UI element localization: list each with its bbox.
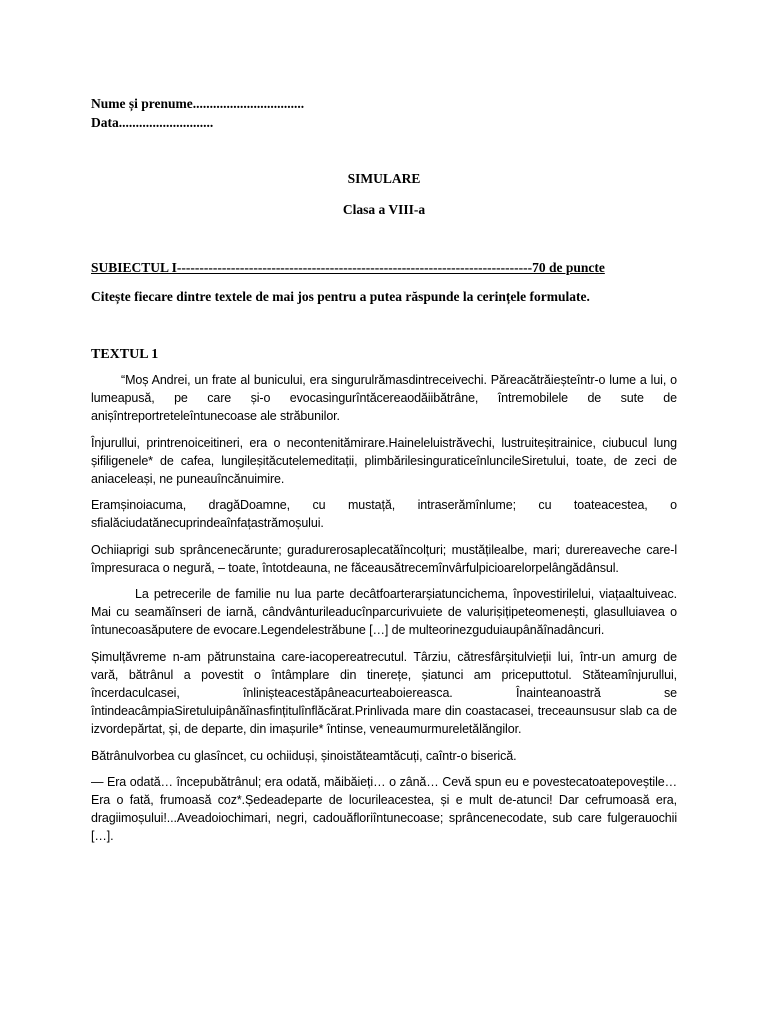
paragraph: Înjurullui, printrenoiceitineri, era o necontenitămirare.Haineleluistrăvechi, lustruiteșitrainice, ciubucul lung șifiligenele* de cafea, lungileșităcutelemeditații, plimbărilesinguraticeînluncileSiretului, toate, de zeci de aniaceleași, ne puneauîncănuimire. bbox=[91, 435, 677, 487]
subject-heading: SUBIECTUL I-------------------------------------------------------------------------------70 de puncte bbox=[91, 260, 605, 275]
text-section-heading: TEXTUL 1 bbox=[91, 347, 159, 362]
paragraph: Bătrânulvorbea cu glasîncet, cu ochiiduși, șinoistăteamtăcuți, caîntr-o biserică. bbox=[91, 748, 517, 763]
paragraph: Eramșinoiacuma, dragăDoamne, cu mustață, intraserămînlume; cu toateacestea, o sfialăciudatănecuprindeaînfațastrămoșului. bbox=[91, 498, 677, 531]
name-field-line: Nume și prenume................................. bbox=[91, 96, 305, 111]
class-subtitle: Clasa a VIII-a bbox=[342, 202, 426, 217]
instruction-text: Citește fiecare dintre textele de mai jos pentru a putea răspunde la cerințele formulate. bbox=[91, 289, 590, 304]
date-field-line: Data............................ bbox=[91, 115, 214, 130]
paragraph: Ochiiaprigi sub sprâncenecărunte; guradurerosaplecatăîncolțuri; mustățilealbe, mari; durereaveche care-l împresuraca o negură, – toate, întotdeauna, ne făceausătrecemînvârfulpicioarelorpelângădânsul. bbox=[91, 542, 677, 575]
text-body bbox=[91, 371, 677, 854]
paragraph: “Moș Andrei, un frate al bunicului, era singurulrămasdintreceivechi. Păreacătrăieșteîntr-o lume a lui, o lumeapusă, pe care și-o evocasingurîntăcereaodăiibătrâne, întremobilele de sute de anișîntreportreteleîntunecoase ale străbunilor. bbox=[91, 373, 677, 424]
paragraph: — Era odată… începubătrânul; era odată, măibăieți… o zână… Cevă spun eu e povestecatoatepoveștile… Era o fată, frumoasă coz*.Ședeadeparte de locurileacestea, și e mult de-atunci! Dar cefrumoasă era, dragiimoșului!...Aveadoiochimari, negri, cadouăfloriîntunecoase; sprâncenecodate, sub care fulgerauochii […]. bbox=[91, 774, 677, 844]
paragraph: Șimulțăvreme n-am pătrunstaina care-iacopereatrecutul. Târziu, cătresfârșitulvieții lui, într-un amurg de vară, bătrânul a povestit o întâmplare din tinerețe, șiatunci am priceputtotul. Stăteamînjurullui, încerdaculcasei, înlinișteacestăpâneacurteaboiereasca. Înainteanoastră se întindeacâmpiaSiretuluipânăînasfințitulînflăcărat.Prinlivada mare din coastacasei, treceaunsusur slab ca de izvordepărtat, și, de departe, din imașurile* întinse, veneaumurmureletălăngilor. bbox=[91, 649, 677, 737]
paragraph: La petrecerile de familie nu lua parte decâtfoarterarșiatuncichema, înpovestirilelui, viațaaltuiveac. Mai cu seamăînseri de iarnă, cândvânturileaducînparcurivuiete de valurișițipeteomenești, glasulluiavea o întunecoasăputere de evocare.Legendelestrăbune […] de multeorinezguduiaupânăînadâncuri. bbox=[91, 587, 677, 638]
page-title: SIMULARE bbox=[347, 171, 421, 186]
